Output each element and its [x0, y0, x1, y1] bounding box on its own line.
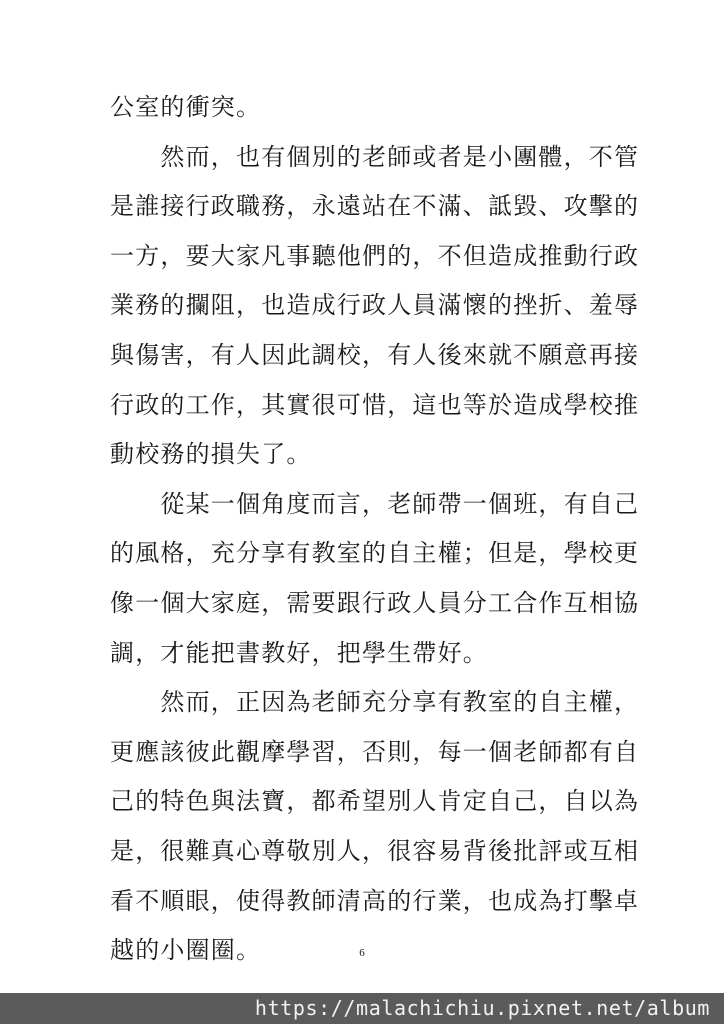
text-line: 業務的攔阻，也造成行政人員滿懷的挫折、羞辱 — [110, 291, 640, 320]
text-line: 更應該彼此觀摩學習，否則，每一個老師都有自 — [110, 737, 640, 766]
text-line: 然而，也有個別的老師或者是小團體，不管 — [110, 142, 640, 171]
text-line: 是，很難真心尊敬別人，很容易背後批評或互相 — [110, 836, 640, 865]
text-line: 公室的衝突。 — [110, 93, 262, 121]
page-number: 6 — [359, 947, 365, 959]
text-line: 從某一個角度而言，老師帶一個班，有自己 — [110, 489, 640, 518]
text-line: 與傷害，有人因此調校，有人後來就不願意再接 — [110, 340, 640, 369]
watermark-url: https://malachichiu.pixnet.net/album — [254, 996, 710, 1020]
body-text — [110, 83, 640, 976]
text-line: 行政的工作，其實很可惜，這也等於造成學校推 — [110, 390, 640, 419]
text-line: 是誰接行政職務，永遠站在不滿、詆毀、攻擊的 — [110, 192, 640, 221]
text-line: 像一個大家庭，需要跟行政人員分工合作互相協 — [110, 588, 640, 617]
text-line: 動校務的損失了。 — [110, 440, 312, 469]
text-line: 的風格，充分享有教室的自主權；但是，學校更 — [110, 539, 640, 568]
text-line: 調，才能把書教好，把學生帶好。 — [110, 638, 488, 667]
text-line: 看不順眼，使得教師清高的行業，也成為打擊卓 — [110, 886, 640, 915]
text-line: 越的小圈圈。 — [110, 936, 262, 965]
text-line: 一方，要大家凡事聽他們的，不但造成推動行政 — [110, 241, 640, 270]
text-line: 然而，正因為老師充分享有教室的自主權， — [110, 688, 640, 717]
watermark-bar — [0, 993, 724, 1024]
text-line: 己的特色與法寶，都希望別人肯定自己，自以為 — [110, 787, 640, 816]
